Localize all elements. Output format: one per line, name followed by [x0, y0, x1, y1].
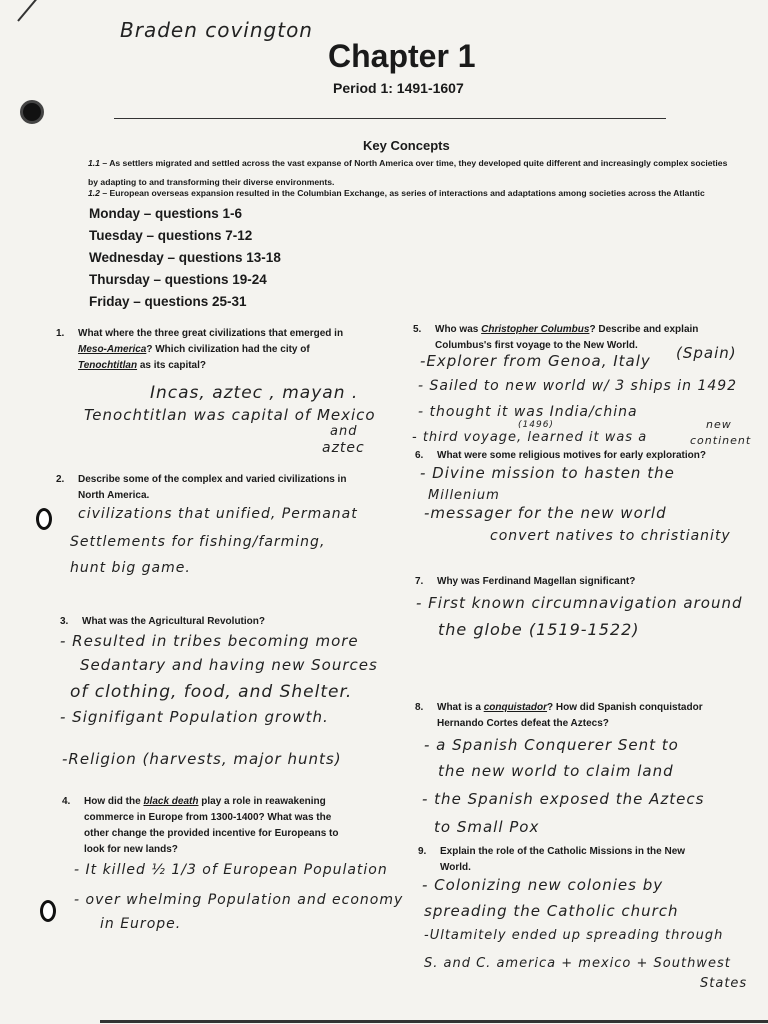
divider	[114, 118, 666, 119]
question-7: 7. Why was Ferdinand Magellan significant?	[415, 576, 636, 587]
answer-1-line-1: Incas, aztec , mayan .	[150, 383, 359, 403]
answer-1-line-2: Tenochtitlan was capital of Mexico	[84, 406, 376, 424]
answer-1-line-4: aztec	[322, 440, 365, 456]
answer-5-line-3: - thought it was India/china	[418, 404, 638, 420]
pencil-mark	[17, 0, 42, 22]
student-name: Braden covington	[120, 18, 313, 42]
key-concept-1-cont: by adapting to and transforming their diverse environments.	[88, 177, 335, 187]
question-4: 4. How did the black death play a role in reawakening commerce in Europe from 1300-1400? What was the other change the provided incentive for Europeans to look for new lands?	[62, 796, 339, 855]
answer-3-line-4: - Signifigant Population growth.	[60, 708, 329, 726]
question-8: 8. What is a conquistador? How did Spanish conquistador Hernando Cortes defeat the Aztecs?	[415, 702, 703, 729]
bottom-edge	[100, 1020, 768, 1023]
margin-circle-icon	[36, 508, 52, 530]
answer-2-line-1: civilizations that unified, Permanat	[78, 506, 358, 522]
question-6: 6. What were some religious motives for early exploration?	[415, 450, 706, 461]
question-3: 3. What was the Agricultural Revolution?	[60, 616, 265, 627]
answer-4-line-1: - It killed ½ 1/3 of European Population	[74, 862, 388, 878]
answer-2-line-2: Settlements for fishing/farming,	[70, 534, 326, 550]
answer-8-line-4: to Small Pox	[434, 818, 540, 836]
answer-5-year: (1496)	[518, 420, 554, 430]
schedule-tuesday: Tuesday – questions 7-12	[89, 228, 253, 243]
schedule-monday: Monday – questions 1-6	[89, 206, 243, 221]
answer-9-line-2: spreading the Catholic church	[424, 902, 679, 920]
answer-9-line-1: - Colonizing new colonies by	[422, 876, 664, 894]
schedule-friday: Friday – questions 25-31	[89, 294, 247, 309]
question-1: 1. What where the three great civilizations that emerged in Meso-America? Which civilization had the city of Tenochtitlan as its capital?	[56, 328, 344, 371]
binder-hole-icon	[20, 100, 44, 124]
schedule-thursday: Thursday – questions 19-24	[89, 272, 267, 287]
key-concept-1: 1.1 – As settlers migrated and settled across the vast expanse of North America over time, they developed quite different and increasingly complex societies	[88, 158, 728, 168]
answer-5-line-4: - third voyage, learned it was a	[412, 430, 648, 445]
page-title: Chapter 1	[328, 38, 476, 74]
answer-9-line-3: -Ultamitely ended up spreading through	[424, 928, 724, 943]
key-concept-2: 1.2 – European overseas expansion resulted in the Columbian Exchange, as series of interactions and adaptations among societies across the Atlantic	[88, 188, 705, 198]
answer-6-line-1: - Divine mission to hasten the	[420, 464, 675, 482]
answer-6-line-4: convert natives to christianity	[490, 528, 731, 544]
answer-8-line-1: - a Spanish Conquerer Sent to	[424, 736, 679, 754]
answer-5-new: new	[706, 418, 732, 431]
answer-5-line-2: - Sailed to new world w/ 3 ships in 1492	[418, 378, 738, 394]
answer-1-line-3: and	[330, 424, 358, 439]
period-subtitle: Period 1: 1491-1607	[333, 80, 464, 96]
question-5: 5. Who was Christopher Columbus? Describe and explain Columbus's first voyage to the New World.	[413, 324, 699, 351]
answer-8-line-3: - the Spanish exposed the Aztecs	[422, 790, 705, 808]
answer-5-continent: continent	[690, 434, 752, 447]
answer-3-line-2: Sedantary and having new Sources	[80, 656, 378, 674]
question-9: 9. Explain the role of the Catholic Missions in the New World.	[418, 846, 686, 873]
answer-2-line-3: hunt big game.	[70, 560, 191, 576]
answer-3-line-1: - Resulted in tribes becoming more	[60, 632, 359, 650]
answer-8-line-2: the new world to claim land	[438, 762, 674, 780]
answer-3-line-3: of clothing, food, and Shelter.	[70, 682, 353, 702]
schedule-wednesday: Wednesday – questions 13-18	[89, 250, 281, 265]
answer-5-spain: (Spain)	[676, 344, 737, 362]
answer-5-line-1: -Explorer from Genoa, Italy	[420, 352, 651, 370]
answer-3-line-5: -Religion (harvests, major hunts)	[62, 750, 342, 768]
answer-9-line-4: S. and C. america + mexico + Southwest	[424, 956, 731, 971]
answer-4-line-3: in Europe.	[100, 916, 182, 932]
answer-4-line-2: - over whelming Population and economy	[74, 892, 404, 908]
answer-6-line-2: Millenium	[428, 488, 500, 503]
answer-6-line-3: -messager for the new world	[424, 504, 667, 522]
answer-7-line-1: - First known circumnavigation around	[416, 594, 743, 612]
margin-circle-icon	[40, 900, 56, 922]
answer-7-line-2: the globe (1519-1522)	[438, 620, 640, 639]
answer-9-line-5: States	[700, 976, 748, 991]
key-concepts-heading: Key Concepts	[363, 138, 450, 153]
question-2: 2. Describe some of the complex and varied civilizations in North America.	[56, 474, 347, 501]
